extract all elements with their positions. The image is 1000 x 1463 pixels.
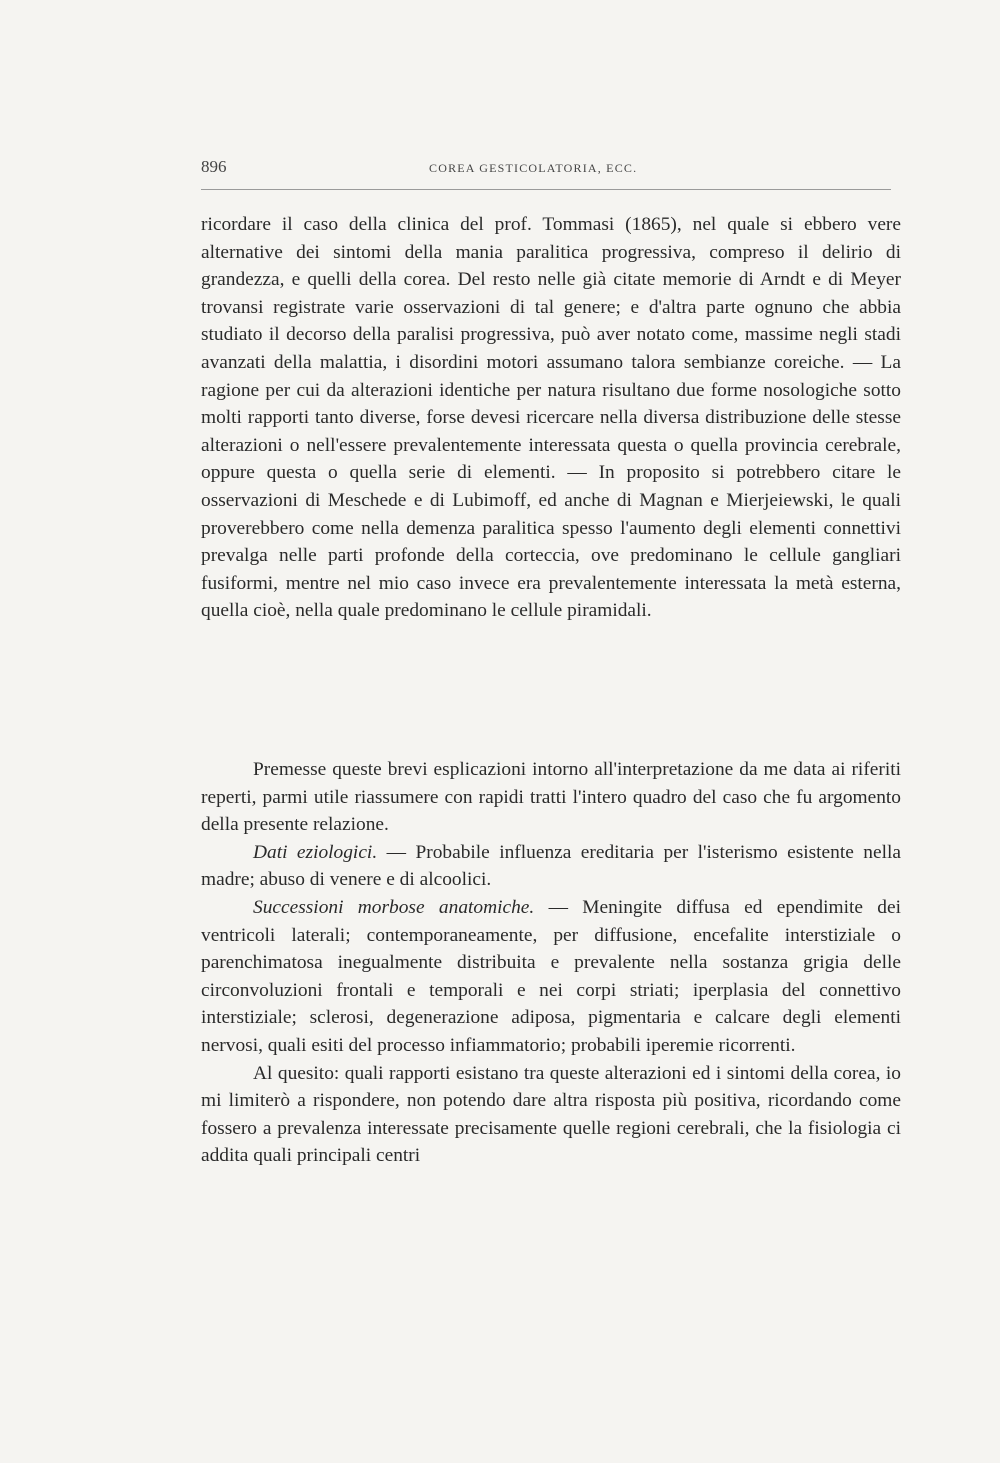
running-title: COREA GESTICOLATORIA, ECC. <box>429 161 638 175</box>
paragraph-continuation: ricordare il caso della clinica del prof. Tommasi (1865), nel quale si ebbero vere alternative dei sintomi della mania paralitica progressiva, compreso il delirio di grandezza, e quelli della corea. Del resto nelle già citate memorie di Arndt e di Meyer trovansi registrate varie osservazioni di tal genere; e d'altra parte ognuno che abbia studiato il decorso della paralisi progressiva, può aver notato come, massime negli stadi avanzati della malattia, i disordini motori assumano talora sembianze coreiche. — La ragione per cui da alterazioni identiche per natura risultano due forme nosologiche sotto molti rapporti tanto diverse, forse devesi ricercare nella diversa distribuzione delle stesse alterazioni o nell'essere prevalentemente interessata questa o quella provincia cerebrale, oppure questa o quella serie di elementi. — In proposito si potrebbero citare le osservazioni di Meschede e di Lubimoff, ed anche di Magnan e Mierjeiewski, le quali proverebbero come nella demenza paralitica spesso l'aumento degli elementi connettivi prevalga nelle parti profonde della corteccia, ove predominano le cellule gangliari fusiformi, mentre nel mio caso invece era prevalentemente interessata la metà esterna, quella cioè, nella quale predominano le cellule piramidali. <box>201 214 901 622</box>
paragraph-premesse: Premesse queste brevi esplicazioni intorno all'interpretazione da me data ai riferiti reperti, parmi utile riassumere con rapidi tratti l'intero quadro del caso che fu argomento della presente relazione. <box>201 759 901 836</box>
text-block-bottom <box>201 756 901 1170</box>
heading-dati-eziologici: Dati eziologici. <box>253 841 378 863</box>
page-header <box>201 157 891 187</box>
paragraph-dati-eziologici <box>201 839 901 894</box>
text-block-top <box>201 211 901 625</box>
paragraph-quesito: Al quesito: quali rapporti esistano tra queste alterazioni ed i sintomi della corea, io mi limiterò a rispondere, non potendo dare altra risposta più positiva, ricordando come fossero a prevalenza interessate precisamente quelle regioni cerebrali, che la fisiologia ci addita quali principali centri <box>201 1062 901 1167</box>
heading-successioni-morbose: Successioni morbose anatomiche. <box>253 896 535 918</box>
text-successioni-morbose: — Meningite diffusa ed ependimite dei ventricoli laterali; contemporaneamente, per diffusione, encefalite interstiziale o parenchimatosa inegualmente distribuita e prevalente nella sostanza grigia delle circonvoluzioni frontali e temporali e nei corpi striati; iperplasia del connettivo interstiziale; sclerosi, degenerazione adiposa, pigmentaria e calcare degli elementi nervosi, quali esiti del processo infiammatorio; probabili iperemie ricorrenti. <box>201 896 901 1056</box>
text-dati-eziologici: — Probabile influenza ereditaria per l'isterismo esistente nella madre; abuso di venere e di alcoolici. <box>201 841 901 891</box>
page-number: 896 <box>201 157 227 176</box>
paragraph-successioni <box>201 894 901 1060</box>
header-rule <box>201 189 891 190</box>
